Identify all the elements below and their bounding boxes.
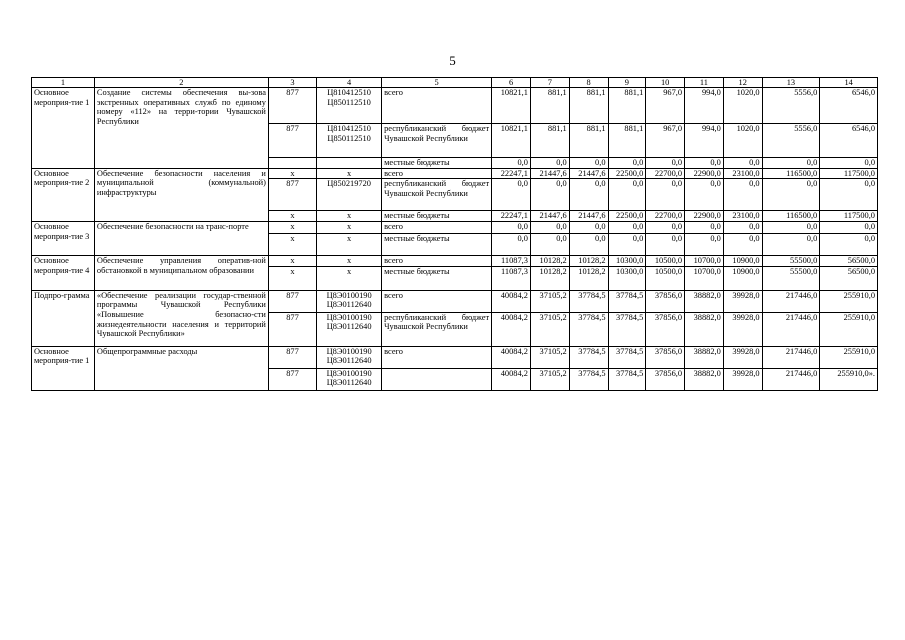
- value-cell: 37784,5: [569, 368, 608, 390]
- value-cell: 22700,0: [646, 168, 685, 179]
- kbk-cell: Ц8Э0100190 Ц8Э0112640: [317, 290, 382, 312]
- code-cell: [268, 158, 316, 169]
- table-row: [32, 88, 878, 124]
- value-cell: 0,0: [646, 179, 685, 211]
- value-cell: 37784,5: [608, 312, 646, 346]
- source-cell: местные бюджеты: [382, 233, 492, 255]
- value-cell: 10300,0: [608, 255, 646, 266]
- activity-cell: Подпро-грамма: [32, 290, 95, 346]
- value-cell: 21447,6: [530, 211, 569, 222]
- value-cell: 117500,0: [820, 211, 878, 222]
- column-header: 8: [569, 78, 608, 88]
- value-cell: 56500,0: [820, 266, 878, 290]
- value-cell: 37784,5: [569, 290, 608, 312]
- value-cell: 6546,0: [820, 124, 878, 158]
- value-cell: 10128,2: [530, 266, 569, 290]
- value-cell: 23100,0: [723, 211, 762, 222]
- table-row: [32, 290, 878, 312]
- value-cell: 0,0: [685, 233, 724, 255]
- value-cell: 881,1: [530, 88, 569, 124]
- source-cell: местные бюджеты: [382, 211, 492, 222]
- kbk-cell: Ц810412510 Ц850112510: [317, 124, 382, 158]
- table-row: [32, 168, 878, 179]
- value-cell: 117500,0: [820, 168, 878, 179]
- column-header: 1: [32, 78, 95, 88]
- column-header: 9: [608, 78, 646, 88]
- value-cell: 10128,2: [530, 255, 569, 266]
- value-cell: 0,0: [762, 233, 820, 255]
- value-cell: 255910,0: [820, 290, 878, 312]
- value-cell: 6546,0: [820, 88, 878, 124]
- value-cell: 21447,6: [569, 211, 608, 222]
- value-cell: 55500,0: [762, 255, 820, 266]
- value-cell: 0,0: [762, 179, 820, 211]
- kbk-cell: x: [317, 233, 382, 255]
- value-cell: 967,0: [646, 88, 685, 124]
- value-cell: 0,0: [608, 158, 646, 169]
- value-cell: 0,0: [762, 158, 820, 169]
- value-cell: 37856,0: [646, 290, 685, 312]
- value-cell: 0,0: [646, 158, 685, 169]
- column-header: 14: [820, 78, 878, 88]
- kbk-cell: Ц8Э0100190 Ц8Э0112640: [317, 346, 382, 368]
- value-cell: 10821,1: [492, 124, 531, 158]
- code-cell: x: [268, 168, 316, 179]
- table-row: [32, 255, 878, 266]
- kbk-cell: x: [317, 211, 382, 222]
- value-cell: 881,1: [569, 88, 608, 124]
- code-cell: x: [268, 255, 316, 266]
- value-cell: 0,0: [530, 179, 569, 211]
- description-cell: Создание системы обеспечения вы-зова экстренных оперативных служб по единому номеру «112» на терри-тории Чувашской Республики: [94, 88, 268, 169]
- kbk-cell: Ц8Э0100190 Ц8Э0112640: [317, 368, 382, 390]
- kbk-cell: Ц810412510 Ц850112510: [317, 88, 382, 124]
- value-cell: 22500,0: [608, 211, 646, 222]
- source-cell: всего: [382, 255, 492, 266]
- source-cell: всего: [382, 168, 492, 179]
- table-row: [32, 346, 878, 368]
- value-cell: 881,1: [530, 124, 569, 158]
- value-cell: 217446,0: [762, 368, 820, 390]
- value-cell: 39928,0: [723, 368, 762, 390]
- column-header: 10: [646, 78, 685, 88]
- value-cell: 38882,0: [685, 346, 724, 368]
- activity-cell: Основное мероприя-тие 2: [32, 168, 95, 221]
- value-cell: 39928,0: [723, 290, 762, 312]
- kbk-cell: x: [317, 168, 382, 179]
- kbk-cell: [317, 158, 382, 169]
- value-cell: 38882,0: [685, 312, 724, 346]
- kbk-cell: x: [317, 255, 382, 266]
- column-header: 3: [268, 78, 316, 88]
- value-cell: 967,0: [646, 124, 685, 158]
- value-cell: 22900,0: [685, 211, 724, 222]
- value-cell: 0,0: [492, 179, 531, 211]
- value-cell: 56500,0: [820, 255, 878, 266]
- value-cell: 23100,0: [723, 168, 762, 179]
- value-cell: 37856,0: [646, 346, 685, 368]
- source-cell: местные бюджеты: [382, 266, 492, 290]
- value-cell: 0,0: [492, 158, 531, 169]
- kbk-cell: x: [317, 221, 382, 233]
- value-cell: 0,0: [492, 221, 531, 233]
- value-cell: 22700,0: [646, 211, 685, 222]
- value-cell: 0,0: [723, 179, 762, 211]
- code-cell: 877: [268, 290, 316, 312]
- column-header: 5: [382, 78, 492, 88]
- column-header: 11: [685, 78, 724, 88]
- budget-table: [31, 77, 878, 391]
- value-cell: 0,0: [820, 179, 878, 211]
- source-cell: всего: [382, 290, 492, 312]
- column-header: 13: [762, 78, 820, 88]
- description-cell: Обеспечение управления оператив-ной обстановкой в муниципальном образовании: [94, 255, 268, 290]
- value-cell: 37105,2: [530, 368, 569, 390]
- value-cell: 37105,2: [530, 290, 569, 312]
- value-cell: 0,0: [569, 221, 608, 233]
- value-cell: 10128,2: [569, 266, 608, 290]
- value-cell: 21447,6: [530, 168, 569, 179]
- value-cell: 10700,0: [685, 255, 724, 266]
- value-cell: 0,0: [723, 158, 762, 169]
- source-cell: всего: [382, 346, 492, 368]
- value-cell: 217446,0: [762, 312, 820, 346]
- value-cell: 0,0: [569, 158, 608, 169]
- value-cell: 37856,0: [646, 368, 685, 390]
- value-cell: 10900,0: [723, 266, 762, 290]
- value-cell: 0,0: [685, 221, 724, 233]
- value-cell: 40084,2: [492, 312, 531, 346]
- description-cell: «Обеспечение реализации государ-ственной программы Чувашской Республики «Повышение безопасно-сти жизнедеятельности населения и территорий Чувашской Республики»: [94, 290, 268, 346]
- value-cell: 0,0: [492, 233, 531, 255]
- value-cell: 0,0: [530, 158, 569, 169]
- value-cell: 0,0: [569, 233, 608, 255]
- value-cell: 0,0: [608, 233, 646, 255]
- value-cell: 38882,0: [685, 368, 724, 390]
- value-cell: 0,0: [820, 158, 878, 169]
- code-cell: x: [268, 211, 316, 222]
- value-cell: 37784,5: [608, 290, 646, 312]
- description-cell: Обеспечение безопасности населения и муниципальной (коммунальной) инфраструктуры: [94, 168, 268, 221]
- value-cell: 5556,0: [762, 124, 820, 158]
- value-cell: 37784,5: [608, 346, 646, 368]
- column-header: 2: [94, 78, 268, 88]
- source-cell: всего: [382, 221, 492, 233]
- value-cell: 22500,0: [608, 168, 646, 179]
- value-cell: 11087,3: [492, 266, 531, 290]
- activity-cell: Основное мероприя-тие 1: [32, 346, 95, 390]
- kbk-cell: Ц8Э0100190 Ц8Э0112640: [317, 312, 382, 346]
- value-cell: 39928,0: [723, 346, 762, 368]
- value-cell: 217446,0: [762, 346, 820, 368]
- value-cell: 40084,2: [492, 368, 531, 390]
- column-header: 12: [723, 78, 762, 88]
- kbk-cell: x: [317, 266, 382, 290]
- value-cell: 21447,6: [569, 168, 608, 179]
- value-cell: 1020,0: [723, 124, 762, 158]
- description-cell: Обеспечение безопасности на транс-порте: [94, 221, 268, 255]
- value-cell: 255910,0».: [820, 368, 878, 390]
- value-cell: 255910,0: [820, 346, 878, 368]
- value-cell: 1020,0: [723, 88, 762, 124]
- value-cell: 37105,2: [530, 312, 569, 346]
- value-cell: 217446,0: [762, 290, 820, 312]
- source-cell: республиканский бюджет Чувашской Республики: [382, 124, 492, 158]
- value-cell: 881,1: [569, 124, 608, 158]
- kbk-cell: Ц850219720: [317, 179, 382, 211]
- value-cell: 0,0: [820, 221, 878, 233]
- description-cell: Общепрограммные расходы: [94, 346, 268, 390]
- value-cell: 38882,0: [685, 290, 724, 312]
- value-cell: 0,0: [685, 158, 724, 169]
- code-cell: 877: [268, 346, 316, 368]
- code-cell: 877: [268, 124, 316, 158]
- value-cell: 22247,1: [492, 211, 531, 222]
- value-cell: 255910,0: [820, 312, 878, 346]
- value-cell: 116500,0: [762, 168, 820, 179]
- column-header: 4: [317, 78, 382, 88]
- value-cell: 0,0: [530, 233, 569, 255]
- activity-cell: Основное мероприя-тие 1: [32, 88, 95, 169]
- value-cell: 116500,0: [762, 211, 820, 222]
- value-cell: 10700,0: [685, 266, 724, 290]
- value-cell: 0,0: [646, 221, 685, 233]
- value-cell: 37856,0: [646, 312, 685, 346]
- code-cell: 877: [268, 179, 316, 211]
- value-cell: 0,0: [608, 221, 646, 233]
- source-cell: местные бюджеты: [382, 158, 492, 169]
- value-cell: 10500,0: [646, 266, 685, 290]
- page-number: 5: [449, 53, 456, 68]
- value-cell: 0,0: [646, 233, 685, 255]
- value-cell: 10300,0: [608, 266, 646, 290]
- value-cell: 10821,1: [492, 88, 531, 124]
- source-cell: республиканский бюджет Чувашской Республики: [382, 179, 492, 211]
- value-cell: 39928,0: [723, 312, 762, 346]
- activity-cell: Основное мероприя-тие 4: [32, 255, 95, 290]
- value-cell: 881,1: [608, 124, 646, 158]
- value-cell: 0,0: [608, 179, 646, 211]
- value-cell: 881,1: [608, 88, 646, 124]
- value-cell: 37105,2: [530, 346, 569, 368]
- code-cell: x: [268, 266, 316, 290]
- code-cell: 877: [268, 88, 316, 124]
- value-cell: 10128,2: [569, 255, 608, 266]
- value-cell: 37784,5: [608, 368, 646, 390]
- table-header-row: [32, 78, 878, 88]
- value-cell: 0,0: [723, 221, 762, 233]
- value-cell: 0,0: [762, 221, 820, 233]
- code-cell: 877: [268, 368, 316, 390]
- source-cell: всего: [382, 88, 492, 124]
- activity-cell: Основное мероприя-тие 3: [32, 221, 95, 255]
- value-cell: 55500,0: [762, 266, 820, 290]
- value-cell: 10900,0: [723, 255, 762, 266]
- value-cell: 40084,2: [492, 290, 531, 312]
- source-cell: [382, 368, 492, 390]
- value-cell: 0,0: [569, 179, 608, 211]
- value-cell: 22247,1: [492, 168, 531, 179]
- code-cell: 877: [268, 312, 316, 346]
- source-cell: республиканский бюджет Чувашской Республики: [382, 312, 492, 346]
- value-cell: 11087,3: [492, 255, 531, 266]
- code-cell: x: [268, 233, 316, 255]
- value-cell: 994,0: [685, 124, 724, 158]
- value-cell: 5556,0: [762, 88, 820, 124]
- table-row: [32, 221, 878, 233]
- column-header: 6: [492, 78, 531, 88]
- value-cell: 40084,2: [492, 346, 531, 368]
- value-cell: 0,0: [820, 233, 878, 255]
- value-cell: 0,0: [685, 179, 724, 211]
- value-cell: 22900,0: [685, 168, 724, 179]
- value-cell: 0,0: [530, 221, 569, 233]
- value-cell: 37784,5: [569, 346, 608, 368]
- value-cell: 10500,0: [646, 255, 685, 266]
- value-cell: 0,0: [723, 233, 762, 255]
- column-header: 7: [530, 78, 569, 88]
- code-cell: x: [268, 221, 316, 233]
- value-cell: 37784,5: [569, 312, 608, 346]
- value-cell: 994,0: [685, 88, 724, 124]
